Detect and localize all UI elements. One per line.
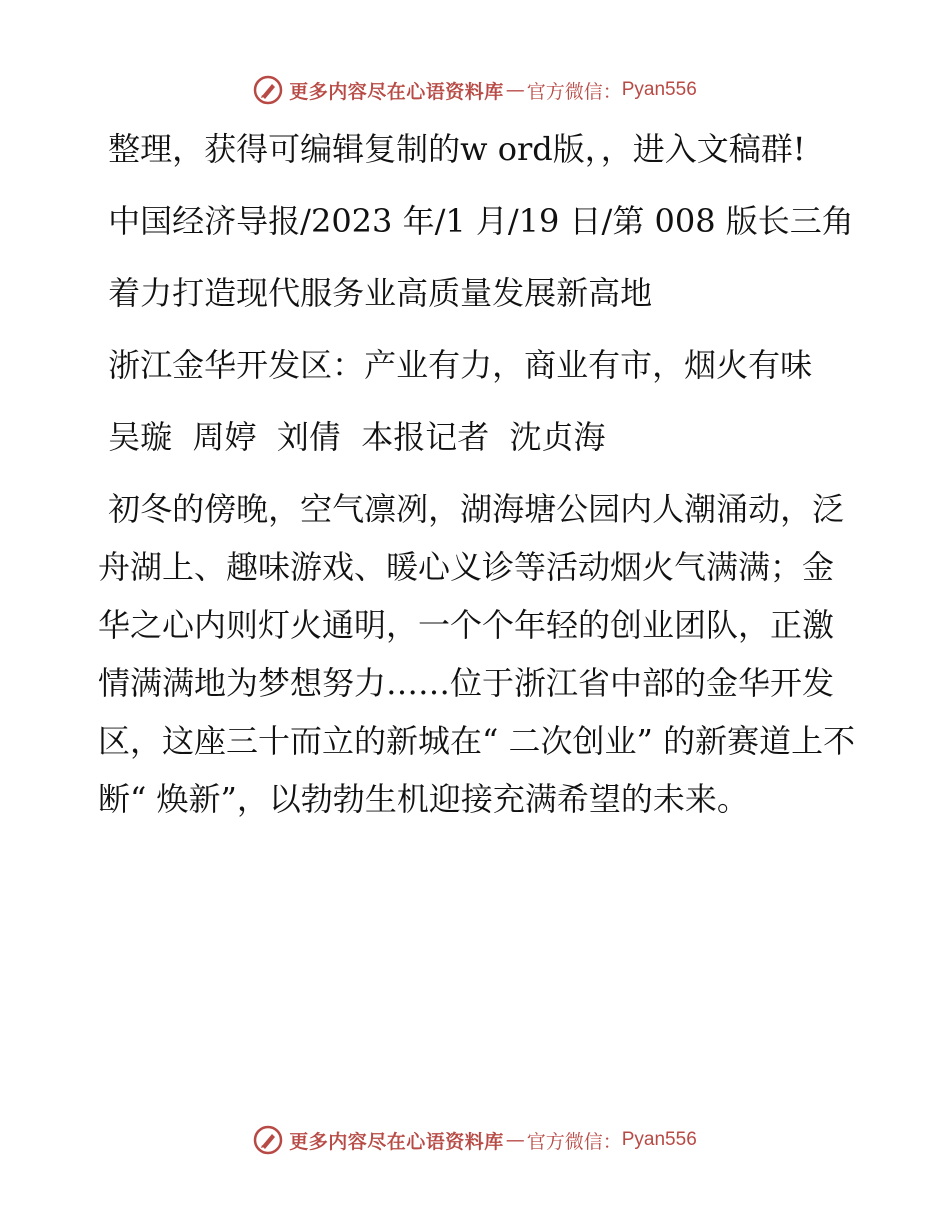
document-body [98,120,858,842]
pen-logo-icon [253,75,283,105]
article-byline: 吴璇 周婷 刘倩 本报记者 沈贞海 [98,418,606,456]
article-headline: 着力打造现代服务业高质量发展新高地 [98,274,653,312]
watermark-wechat-id: Pyan556 [621,1129,697,1150]
watermark-brand: 更多内容尽在心语资料库 [289,80,504,103]
article-subheadline: 浙江金华开发区：产业有力，商业有市，烟火有味 [98,346,813,384]
watermark-dash: — [505,79,525,101]
footer-watermark [0,1120,950,1160]
header-watermark [0,70,950,110]
watermark-dash: — [505,1129,525,1151]
paragraph-source: 中国经济导报/2023 年/1 月/19 日/第 008 版长三角 [98,202,854,240]
article-body-paragraph: 初冬的傍晚，空气凛冽，湖海塘公园内人潮涌动，泛舟湖上、趣味游戏、暖心义诊等活动烟火气满满；金华之心内则灯火通明，一个个年轻的创业团队，正激情满满地为梦想努力……位于浙江省中部的金华开发区，这座三十而立的新城在“ 二次创业” 的新赛道上不断“ 焕新”，以勃勃生机迎接充满希望的未来。 [98,490,856,818]
watermark-wechat-label: 官方微信： [526,80,622,103]
watermark-brand: 更多内容尽在心语资料库 [289,1130,504,1153]
pen-logo-icon [253,1125,283,1155]
paragraph-intro: 整理，获得可编辑复制的w ord版，，进入文稿群! [98,130,806,168]
watermark-wechat-label: 官方微信： [526,1130,622,1153]
watermark-wechat-id: Pyan556 [621,79,697,100]
